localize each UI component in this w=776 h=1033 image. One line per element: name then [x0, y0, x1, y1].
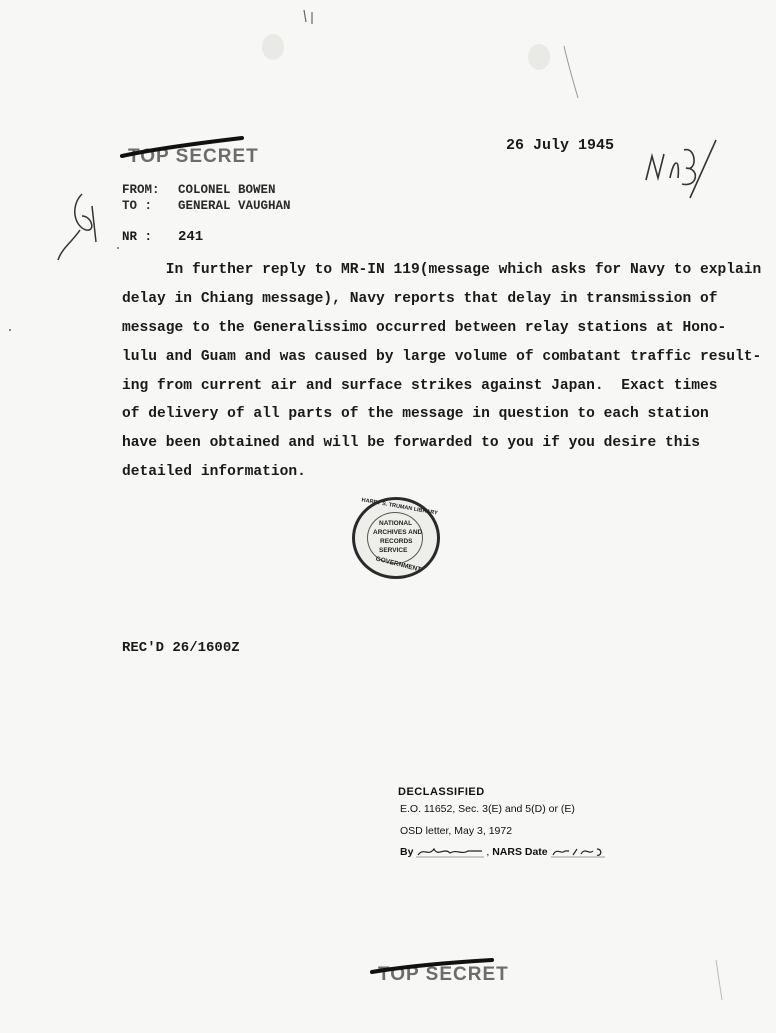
classification-marking-top: TOP SECRET — [128, 146, 259, 167]
stamp-mid-text-2: ARCHIVES AND — [373, 529, 423, 536]
body-line: ing from current air and surface strikes against Japan. Exact times — [122, 377, 718, 394]
body-line: delay in Chiang message), Navy reports that delay in transmission of — [122, 290, 718, 307]
stamp-mid-text-4: SERVICE — [379, 547, 408, 554]
from-value: COLONEL BOWEN — [178, 183, 276, 197]
body-line: have been obtained and will be forwarded to you if you desire this — [122, 435, 701, 452]
stamp-top-text: HARRY S. TRUMAN LIBRARY — [361, 497, 439, 517]
stamp-bottom-text: GOVERNMENT — [374, 555, 422, 574]
nr-label: NR : — [122, 230, 153, 244]
declassified-by-label: By — [400, 845, 414, 858]
body-line: In further reply to MR-IN 119(message which asks for Navy to explain — [122, 262, 762, 278]
received-timestamp: REC'D 26/1600Z — [122, 640, 240, 656]
declassified-title: DECLASSIFIED — [398, 786, 485, 798]
body-line: message to the Generalissimo occurred between relay stations at Hono- — [122, 319, 727, 336]
body-line: lulu and Guam and was caused by large volume of combatant traffic result- — [122, 348, 762, 365]
to-value: GENERAL VAUGHAN — [178, 199, 291, 213]
declassified-authority: E.O. 11652, Sec. 3(E) and 5(D) or (E) — [400, 803, 575, 815]
document-date: 26 July 1945 — [506, 137, 615, 154]
stamp-mid-text-3: RECORDS — [380, 538, 413, 545]
stamp-mid-text-1: NATIONAL — [379, 520, 413, 527]
declassified-nars-label: NARS Date — [492, 845, 548, 858]
declassified-letter: OSD letter, May 3, 1972 — [400, 825, 513, 837]
body-line: detailed information. — [122, 464, 306, 481]
from-label: FROM: — [122, 183, 160, 197]
body-line: of delivery of all parts of the message in question to each station — [122, 406, 709, 423]
classification-marking-bottom: TOP SECRET — [378, 964, 509, 985]
to-label: TO : — [122, 199, 153, 213]
declassified-signature-line: By , NARS Date — [400, 845, 607, 859]
nr-value: 241 — [178, 229, 204, 245]
